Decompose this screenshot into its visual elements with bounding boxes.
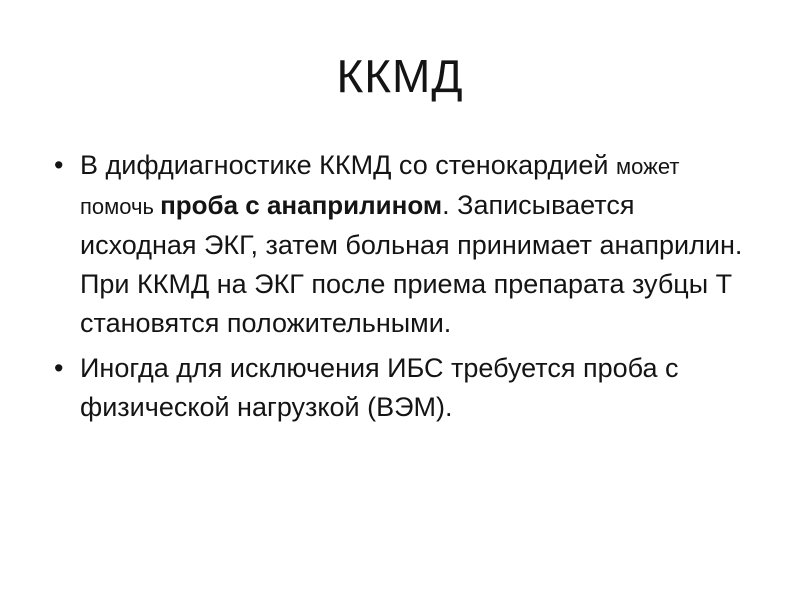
bullet-list: [48, 146, 748, 433]
slide-title: ККМД: [336, 50, 464, 102]
bullet-item-differential-diagnosis: [48, 146, 748, 343]
bullet-text-part3: . Записывается исходная ЭКГ, затем больная принимает анаприлин. При ККМД на ЭКГ после приема препарата зубцы Т становятся положительными.: [80, 190, 743, 338]
bullet-marker-icon: •: [54, 150, 64, 180]
bullet-text-part1: В дифдиагностике ККМД со стенокардией: [80, 150, 616, 180]
bullet-text-part2: может помочь: [80, 154, 680, 219]
bullet-text: Иногда для исключения ИБС требуется проба с физической нагрузкой (ВЭМ).: [80, 353, 679, 422]
bullet-text: [80, 150, 742, 338]
bullet-text-bold: проба с анаприлином: [160, 190, 443, 220]
bullet-marker-icon: •: [54, 353, 64, 383]
bullet-item-ibs-exclusion: [48, 349, 748, 427]
